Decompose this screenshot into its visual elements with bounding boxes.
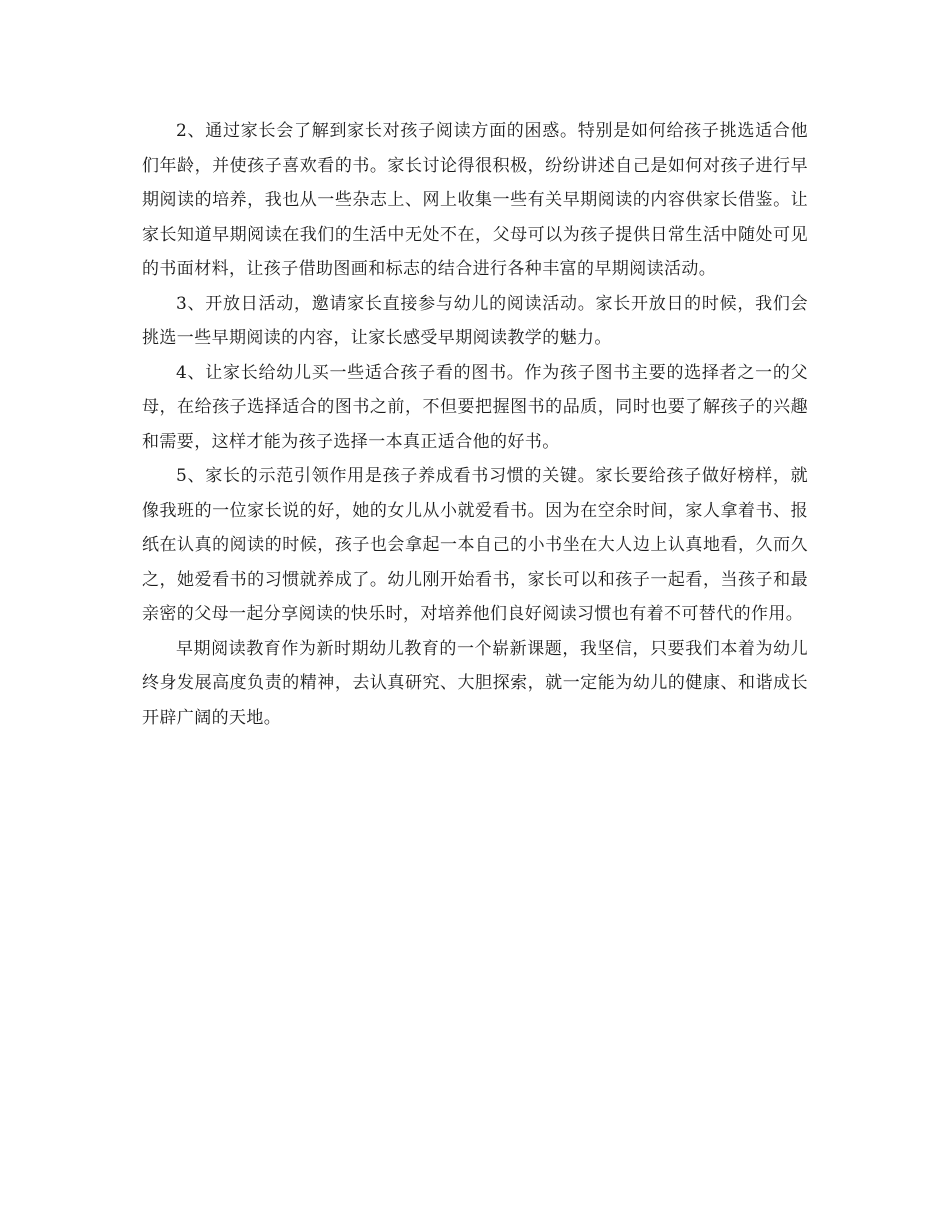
paragraph-parent-meeting: 2、通过家长会了解到家长对孩子阅读方面的困惑。特别是如何给孩子挑选适合他们年龄，并使孩子喜欢看的书。家长讨论得很积极，纷纷讲述自己是如何对孩子进行早期阅读的培养，我也从一些杂志上、网上收集一些有关早期阅读的内容供家长借鉴。让家长知道早期阅读在我们的生活中无处不在，父母可以为孩子提供日常生活中随处可见的书面材料，让孩子借助图画和标志的结合进行各种丰富的早期阅读活动。 bbox=[142, 121, 808, 279]
paragraph-open-day: 3、开放日活动，邀请家长直接参与幼儿的阅读活动。家长开放日的时候，我们会挑选一些早期阅读的内容，让家长感受早期阅读教学的魅力。 bbox=[142, 293, 808, 348]
paragraph-buy-books: 4、让家长给幼儿买一些适合孩子看的图书。作为孩子图书主要的选择者之一的父母，在给孩子选择适合的图书之前，不但要把握图书的品质，同时也要了解孩子的兴趣和需要，这样才能为孩子选择一本真正适合他的好书。 bbox=[142, 362, 808, 452]
paragraph-parent-example: 5、家长的示范引领作用是孩子养成看书习惯的关键。家长要给孩子做好榜样，就像我班的一位家长说的好，她的女儿从小就爱看书。因为在空余时间，家人拿着书、报纸在认真的阅读的时候，孩子也会拿起一本自己的小书坐在大人边上认真地看，久而久之，她爱看书的习惯就养成了。幼儿刚开始看书，家长可以和孩子一起看，当孩子和最亲密的父母一起分享阅读的快乐时，对培养他们良好阅读习惯也有着不可替代的作用。 bbox=[142, 466, 808, 624]
paragraph-conclusion: 早期阅读教育作为新时期幼儿教育的一个崭新课题，我坚信，只要我们本着为幼儿终身发展高度负责的精神，去认真研究、大胆探索，就一定能为幼儿的健康、和谐成长开辟广阔的天地。 bbox=[142, 638, 808, 728]
document-body bbox=[142, 114, 808, 735]
